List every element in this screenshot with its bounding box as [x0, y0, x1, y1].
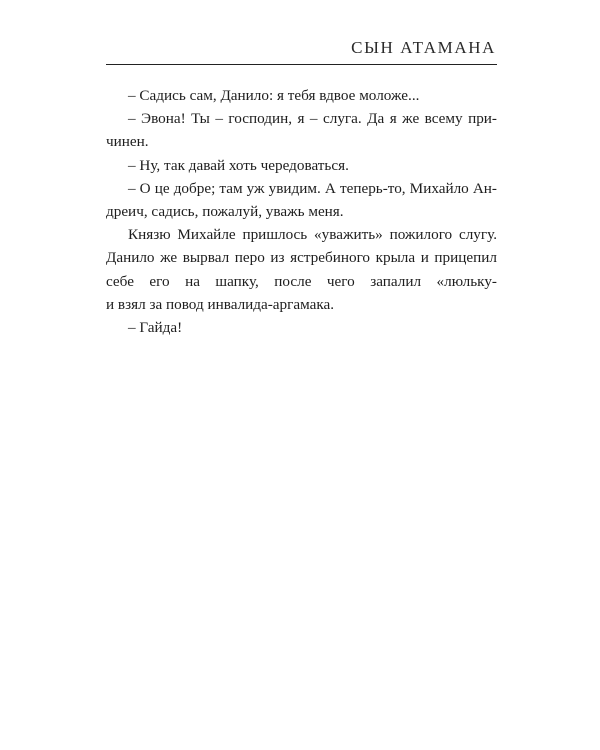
text-line: и взял за повод инвалида-аргамака.	[106, 295, 335, 313]
header-rule	[106, 64, 497, 65]
text-line: чинен.	[106, 133, 149, 151]
text-line: – О це добре; там уж увидим. А теперь-то, Михайло Ан-	[128, 179, 497, 197]
text-line: Князю Михайле пришлось «уважить» пожилого слугу.	[128, 226, 497, 244]
text-line: – Гайда!	[128, 318, 183, 336]
running-title: СЫН АТАМАНА	[351, 38, 496, 57]
text-line: дреич, садись, пожалуй, уважь меня.	[106, 202, 344, 220]
text-line: – Садись сам, Данило: я тебя вдвое моложе...	[128, 87, 420, 104]
text-line: – Ну, так давай хоть чередоваться.	[128, 156, 349, 174]
text-line: – Эвона! Ты – господин, я – слуга. Да я же всему при-	[128, 110, 497, 128]
text-line: Данило же вырвал перо из ястребиного крыла и прицепил	[106, 249, 497, 267]
body-text	[106, 84, 497, 339]
text-line: себе его на шапку, после чего запалил «люльку-	[106, 272, 497, 290]
